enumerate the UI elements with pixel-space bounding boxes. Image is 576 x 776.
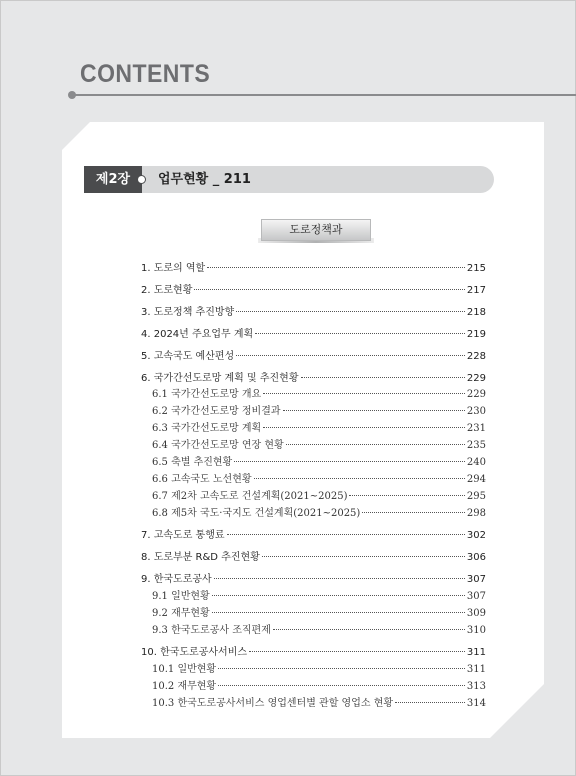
toc-entry-label: 10.1 일반현황	[152, 664, 217, 675]
toc-leader-dots	[273, 629, 465, 630]
toc-entry-page: 219	[466, 329, 486, 340]
toc-entry[interactable]	[152, 677, 486, 693]
toc-entry[interactable]	[152, 660, 486, 676]
chapter-number: 제2장	[84, 166, 142, 193]
toc-entry[interactable]	[141, 643, 486, 659]
toc-entry-label: 10.3 한국도로공사서비스 영업센터별 관할 영업소 현황	[152, 698, 394, 709]
department-tab: 도로정책과	[261, 219, 371, 241]
title-rule-dot	[68, 91, 76, 99]
toc-entry[interactable]	[141, 526, 486, 542]
toc-entry[interactable]	[141, 303, 486, 319]
toc-entry-label: 6.3 국가간선도로망 계획	[152, 423, 262, 434]
chapter-dot-icon	[137, 175, 146, 184]
toc-leader-dots	[262, 556, 465, 557]
toc-entry-page: 310	[466, 625, 486, 636]
toc-entry[interactable]	[141, 548, 486, 564]
toc-entry-label: 6.1 국가간선도로망 개요	[152, 389, 262, 400]
toc-entry[interactable]	[152, 587, 486, 603]
toc-entry-page: 229	[466, 389, 486, 400]
toc-leader-dots	[301, 377, 465, 378]
toc-leader-dots	[212, 612, 465, 613]
toc-leader-dots	[255, 333, 465, 334]
toc-entry-label: 9. 한국도로공사	[141, 574, 212, 585]
toc-entry-label: 3. 도로정책 추진방향	[141, 307, 235, 318]
toc-entry[interactable]	[152, 504, 486, 520]
toc-entry-label: 6.8 제5차 국도·국지도 건설계획(2021~2025)	[152, 508, 361, 519]
contents-title: CONTENTS	[80, 60, 211, 88]
toc-entry[interactable]	[141, 259, 486, 275]
toc-entry-page: 294	[466, 474, 486, 485]
toc-entry-page: 309	[466, 608, 486, 619]
toc-leader-dots	[236, 355, 465, 356]
toc-entry-page: 306	[466, 552, 486, 563]
toc-entry-page: 311	[466, 647, 486, 658]
toc-entry-label: 4. 2024년 주요업무 계획	[141, 329, 254, 340]
toc-entry-page: 231	[466, 423, 486, 434]
toc-leader-dots	[263, 427, 465, 428]
toc-entry-page: 218	[466, 307, 486, 318]
toc-entry[interactable]	[152, 436, 486, 452]
toc-entry-page: 235	[466, 440, 486, 451]
toc-entry-label: 1. 도로의 역할	[141, 263, 206, 274]
toc-entry-page: 215	[466, 263, 486, 274]
toc-entry-label: 8. 도로부분 R&D 추진현황	[141, 552, 260, 563]
toc-leader-dots	[227, 534, 465, 535]
toc-entry[interactable]	[152, 402, 486, 418]
toc-leader-dots	[212, 595, 465, 596]
toc-leader-dots	[218, 668, 465, 669]
toc-entry-page: 240	[466, 457, 486, 468]
toc-entry-label: 2. 도로현황	[141, 285, 193, 296]
toc-entry[interactable]	[152, 419, 486, 435]
toc-leader-dots	[362, 512, 465, 513]
toc-leader-dots	[249, 651, 465, 652]
toc-entry[interactable]	[152, 694, 486, 710]
toc-entry[interactable]	[152, 470, 486, 486]
toc-entry[interactable]	[152, 453, 486, 469]
toc-entry-page: 229	[466, 373, 486, 384]
toc-entry-page: 217	[466, 285, 486, 296]
toc-leader-dots	[263, 393, 465, 394]
toc-entry-label: 5. 고속국도 예산편성	[141, 351, 235, 362]
toc-entry-label: 6. 국가간선도로망 계획 및 추진현황	[141, 373, 299, 384]
chapter-title: 업무현황 _ 211	[158, 172, 251, 187]
toc-leader-dots	[254, 478, 465, 479]
toc-entry-page: 295	[466, 491, 486, 502]
toc-entry[interactable]	[141, 369, 486, 385]
toc-entry-page: 314	[466, 698, 486, 709]
toc-entry-page: 313	[466, 681, 486, 692]
toc-entry-label: 6.7 제2차 고속도로 건설계획(2021~2025)	[152, 491, 348, 502]
toc-entry-label: 6.2 국가간선도로망 정비결과	[152, 406, 281, 417]
toc-entry-page: 307	[466, 574, 486, 585]
toc-leader-dots	[207, 267, 465, 268]
toc-leader-dots	[283, 410, 465, 411]
toc-entry-label: 9.2 재무현황	[152, 608, 210, 619]
toc-entry-label: 10. 한국도로공사서비스	[141, 647, 248, 658]
toc-entry-page: 228	[466, 351, 486, 362]
toc-entry-page: 230	[466, 406, 486, 417]
toc-entry-label: 9.3 한국도로공사 조직편제	[152, 625, 271, 636]
toc-entry[interactable]	[141, 325, 486, 341]
title-rule	[74, 94, 576, 96]
toc-entry[interactable]	[152, 621, 486, 637]
toc-entry[interactable]	[141, 570, 486, 586]
toc-entry[interactable]	[152, 385, 486, 401]
toc-entry-page: 302	[466, 530, 486, 541]
toc-leader-dots	[234, 461, 465, 462]
toc-entry-label: 6.6 고속국도 노선현황	[152, 474, 252, 485]
toc-entry[interactable]	[152, 604, 486, 620]
toc-leader-dots	[349, 495, 464, 496]
toc-entry-label: 6.5 축별 추진현황	[152, 457, 233, 468]
toc-entry-label: 7. 고속도로 통행료	[141, 530, 225, 541]
toc-entry-label: 6.4 국가간선도로망 연장 현황	[152, 440, 284, 451]
toc-entry[interactable]	[141, 281, 486, 297]
toc-entry[interactable]	[141, 347, 486, 363]
toc-entry-label: 10.2 재무현황	[152, 681, 217, 692]
toc-leader-dots	[236, 311, 465, 312]
toc-leader-dots	[286, 444, 465, 445]
toc-entry-page: 298	[466, 508, 486, 519]
toc-leader-dots	[194, 289, 465, 290]
toc-entry[interactable]	[152, 487, 486, 503]
toc-entry-page: 307	[466, 591, 486, 602]
toc-leader-dots	[218, 685, 465, 686]
toc-leader-dots	[395, 702, 465, 703]
toc-entry-page: 311	[466, 664, 486, 675]
toc-leader-dots	[214, 578, 465, 579]
toc-entry-label: 9.1 일반현황	[152, 591, 210, 602]
